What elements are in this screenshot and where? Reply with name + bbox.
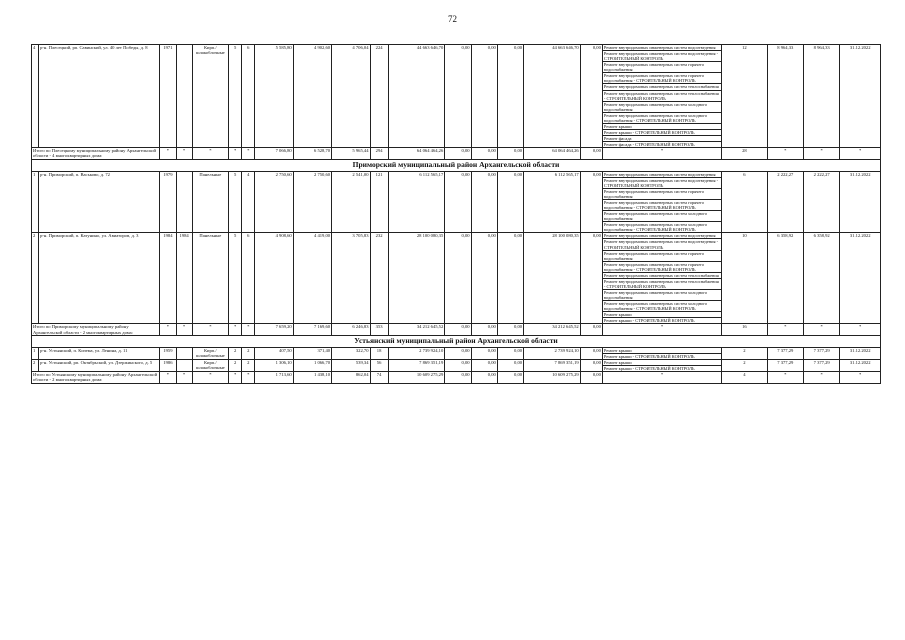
cost-regional: 0,00	[471, 233, 497, 324]
table-row	[32, 171, 881, 177]
wall-material: Кирп./ шлакоблочные	[192, 347, 228, 359]
house-address: р-н. Приморский, п. Катунино, ул. Авиаторов, д. 3	[39, 233, 160, 324]
area-residential: 6 246,83	[332, 324, 370, 336]
limit-cost: 7 377,29	[804, 360, 840, 372]
entrances: 2	[242, 347, 255, 359]
deadline: 31.12.2022	[840, 347, 881, 359]
cost-regional: 0,00	[471, 372, 497, 384]
cost-total: 64 064 464,26	[388, 148, 445, 160]
total-label: Итого по Приморскому муниципальному району Архангельской области - 2 многоквартирных дома:	[32, 324, 160, 336]
specific-cost: 7 377,29	[767, 360, 803, 372]
star-cell: *	[176, 372, 192, 384]
year-reconstruction	[176, 347, 192, 359]
limit-cost: 2 222,27	[804, 171, 840, 233]
star-cell: *	[840, 324, 881, 336]
year-reconstruction	[176, 45, 192, 148]
cost-other: 0,00	[580, 45, 602, 148]
cost-total: 34 212 645,52	[388, 324, 445, 336]
work-item: Ремонт внутридомовых инженерных систем теплоснабжения - СТРОИТЕЛЬНЫЙ КОНТРОЛЬ	[602, 278, 721, 289]
residents: 18	[370, 347, 388, 359]
area-premises: 1 066,70	[293, 360, 331, 372]
cost-owners: 44 663 646,70	[524, 45, 581, 148]
residents: 224	[370, 45, 388, 148]
cost-fund: 0,00	[445, 360, 471, 372]
limit-cost: 6 358,92	[804, 233, 840, 324]
district-total-row	[32, 324, 881, 336]
cost-owners: 6 112 565,17	[524, 171, 581, 233]
cost-total: 28 100 080,35	[388, 233, 445, 324]
floors: 2	[229, 360, 242, 372]
star-cell: *	[804, 324, 840, 336]
total-label: Итого по Устьянскому муниципальному району Архангельской области - 2 многоквартирных дома:	[32, 372, 160, 384]
area-residential: 539,34	[332, 360, 370, 372]
star-cell: *	[242, 372, 255, 384]
work-item: Ремонт крыши	[602, 312, 721, 318]
area-premises: 4 902,60	[293, 45, 331, 148]
work-item: Ремонт внутридомовых инженерных систем теплоснабжения	[602, 272, 721, 278]
work-item: Ремонт внутридомовых инженерных систем холодного водоснабжения	[602, 101, 721, 112]
floors: 5	[229, 171, 242, 233]
cost-fund: 0,00	[445, 347, 471, 359]
cost-other: 0,00	[580, 347, 602, 359]
cost-owners: 2 739 924,10	[524, 347, 581, 359]
limit-cost: 8 964,33	[804, 45, 840, 148]
work-item: Ремонт внутридомовых инженерных систем горячего водоснабжения	[602, 188, 721, 199]
area-residential: 862,04	[332, 372, 370, 384]
deadline: 31.12.2022	[840, 233, 881, 324]
floors: 5	[229, 45, 242, 148]
cost-local: 0,00	[497, 171, 523, 233]
work-item: Ремонт внутридомовых инженерных систем горячего водоснабжения - СТРОИТЕЛЬНЫЙ КОНТРОЛЬ	[602, 200, 721, 211]
work-item: Ремонт крыши	[602, 347, 721, 353]
star-cell: *	[602, 372, 721, 384]
cost-other: 0,00	[580, 148, 602, 160]
house-no: 4	[32, 45, 39, 148]
specific-cost: 2 222,27	[767, 171, 803, 233]
work-item: Ремонт внутридомовых инженерных систем водоотведения - СТРОИТЕЛЬНЫЙ КОНТРОЛЬ	[602, 239, 721, 250]
work-count: 28	[722, 148, 767, 160]
deadline: 31.12.2022	[840, 45, 881, 148]
cost-other: 0,00	[580, 233, 602, 324]
specific-cost: 8 964,33	[767, 45, 803, 148]
cost-fund: 0,00	[445, 233, 471, 324]
entrances: 6	[242, 45, 255, 148]
cost-local: 0,00	[497, 324, 523, 336]
area-residential: 3 705,83	[332, 233, 370, 324]
limit-cost: 7 377,29	[804, 347, 840, 359]
cost-local: 0,00	[497, 347, 523, 359]
district-title: Устьянский муниципальный район Архангельской области	[32, 335, 881, 347]
star-cell: *	[160, 372, 176, 384]
table-row	[32, 233, 881, 239]
cost-regional: 0,00	[471, 171, 497, 233]
work-item: Ремонт внутридомовых инженерных систем холодного водоснабжения - СТРОИТЕЛЬНЫЙ КОНТРОЛЬ	[602, 112, 721, 123]
work-item: Ремонт крыши - СТРОИТЕЛЬНЫЙ КОНТРОЛЬ	[602, 354, 721, 360]
cost-fund: 0,00	[445, 372, 471, 384]
cost-owners: 7 869 351,19	[524, 360, 581, 372]
work-item: Ремонт внутридомовых инженерных систем водоотведения	[602, 233, 721, 239]
area-premises: 2 750,60	[293, 171, 331, 233]
cost-total: 6 112 565,17	[388, 171, 445, 233]
star-cell: *	[176, 324, 192, 336]
work-item: Ремонт внутридомовых инженерных систем водоотведения	[602, 171, 721, 177]
year-built: 1971	[160, 45, 176, 148]
star-cell: *	[229, 324, 242, 336]
cost-regional: 0,00	[471, 347, 497, 359]
work-count: 12	[722, 45, 767, 148]
cost-other: 0,00	[580, 171, 602, 233]
year-built: 1984	[160, 233, 176, 324]
work-count: 2	[722, 360, 767, 372]
district-total-row	[32, 372, 881, 384]
cost-regional: 0,00	[471, 45, 497, 148]
star-cell: *	[767, 148, 803, 160]
residents: 74	[370, 372, 388, 384]
wall-material: Кирп./ шлакоблочные	[192, 45, 228, 148]
area-premises: 1 438,10	[293, 372, 331, 384]
cost-fund: 0,00	[445, 171, 471, 233]
floors: 5	[229, 233, 242, 324]
work-item: Ремонт внутридомовых инженерных систем горячего водоснабжения - СТРОИТЕЛЬНЫЙ КОНТРОЛЬ	[602, 261, 721, 272]
total-area: 407,50	[255, 347, 293, 359]
star-cell: *	[840, 372, 881, 384]
cost-other: 0,00	[580, 372, 602, 384]
year-reconstruction	[176, 360, 192, 372]
district-header-row	[32, 335, 881, 347]
area-residential: 5 965,44	[332, 148, 370, 160]
total-area: 5 585,80	[255, 45, 293, 148]
year-built: 1979	[160, 171, 176, 233]
table-row	[32, 347, 881, 353]
house-no: 2	[32, 233, 39, 324]
star-cell: *	[192, 148, 228, 160]
house-no: 1	[32, 171, 39, 233]
district-header-row	[32, 159, 881, 171]
cost-total: 2 739 924,10	[388, 347, 445, 359]
area-premises: 6 528,70	[293, 148, 331, 160]
district-total-row	[32, 148, 881, 160]
district-title: Приморский муниципальный район Архангельской области	[32, 159, 881, 171]
residents: 56	[370, 360, 388, 372]
star-cell: *	[192, 372, 228, 384]
cost-total: 7 869 351,19	[388, 360, 445, 372]
area-residential: 2 541,00	[332, 171, 370, 233]
work-item: Ремонт внутридомовых инженерных систем теплоснабжения - СТРОИТЕЛЬНЫЙ КОНТРОЛЬ	[602, 90, 721, 101]
star-cell: *	[602, 148, 721, 160]
work-item: Ремонт внутридомовых инженерных систем холодного водоснабжения	[602, 211, 721, 222]
star-cell: *	[229, 372, 242, 384]
work-item: Ремонт внутридомовых инженерных систем холодного водоснабжения - СТРОИТЕЛЬНЫЙ КОНТРОЛЬ	[602, 222, 721, 233]
deadline: 31.12.2022	[840, 171, 881, 233]
star-cell: *	[767, 324, 803, 336]
star-cell: *	[767, 372, 803, 384]
house-address: р-н. Устьянский, рп. Октябрьский, ул. Дзержинского, д. 5	[39, 360, 160, 372]
work-item: Ремонт внутридомовых инженерных систем горячего водоснабжения - СТРОИТЕЛЬНЫЙ КОНТРОЛЬ	[602, 73, 721, 84]
work-item: Ремонт крыши	[602, 360, 721, 366]
house-no: 1	[32, 347, 39, 359]
work-item: Ремонт внутридомовых инженерных систем холодного водоснабжения	[602, 290, 721, 301]
cost-owners: 34 212 645,52	[524, 324, 581, 336]
cost-owners: 28 100 080,35	[524, 233, 581, 324]
star-cell: *	[602, 324, 721, 336]
work-item: Ремонт внутридомовых инженерных систем водоотведения - СТРОИТЕЛЬНЫЙ КОНТРОЛЬ	[602, 177, 721, 188]
specific-cost: 7 377,29	[767, 347, 803, 359]
work-count: 10	[722, 233, 767, 324]
house-no: 2	[32, 360, 39, 372]
cost-total: 44 663 646,70	[388, 45, 445, 148]
specific-cost: 6 358,92	[767, 233, 803, 324]
star-cell: *	[242, 324, 255, 336]
cost-regional: 0,00	[471, 360, 497, 372]
work-item: Ремонт внутридомовых инженерных систем холодного водоснабжения - СТРОИТЕЛЬНЫЙ КОНТРОЛЬ	[602, 301, 721, 312]
table-row	[32, 45, 881, 51]
work-item: Ремонт внутридомовых инженерных систем водоотведения - СТРОИТЕЛЬНЫЙ КОНТРОЛЬ	[602, 51, 721, 62]
cost-fund: 0,00	[445, 148, 471, 160]
total-area: 7 066,80	[255, 148, 293, 160]
work-item: Ремонт крыши	[602, 123, 721, 129]
cost-local: 0,00	[497, 372, 523, 384]
year-built: 1986	[160, 360, 176, 372]
star-cell: *	[804, 148, 840, 160]
residents: 121	[370, 171, 388, 233]
cost-fund: 0,00	[445, 45, 471, 148]
work-count: 16	[722, 324, 767, 336]
residents: 353	[370, 324, 388, 336]
year-reconstruction	[176, 171, 192, 233]
star-cell: *	[804, 372, 840, 384]
overhaul-register-table	[31, 44, 881, 384]
cost-owners: 64 064 464,26	[524, 148, 581, 160]
entrances: 2	[242, 360, 255, 372]
work-item: Ремонт крыши - СТРОИТЕЛЬНЫЙ КОНТРОЛЬ	[602, 129, 721, 135]
work-item: Ремонт фасада - СТРОИТЕЛЬНЫЙ КОНТРОЛЬ	[602, 142, 721, 148]
cost-local: 0,00	[497, 45, 523, 148]
total-area: 1 713,60	[255, 372, 293, 384]
star-cell: *	[242, 148, 255, 160]
wall-material: Панельные	[192, 233, 228, 324]
cost-local: 0,00	[497, 233, 523, 324]
wall-material: Кирп./ шлакоблочные	[192, 360, 228, 372]
area-residential: 4 706,04	[332, 45, 370, 148]
area-premises: 7 169,60	[293, 324, 331, 336]
total-label: Итого по Плесецкому муниципальному району Архангельской области - 4 многоквартирных дома:	[32, 148, 160, 160]
area-residential: 322,70	[332, 347, 370, 359]
page-number: 72	[448, 14, 457, 24]
cost-other: 0,00	[580, 324, 602, 336]
work-item: Ремонт внутридомовых инженерных систем теплоснабжения	[602, 84, 721, 90]
work-item: Ремонт крыши - СТРОИТЕЛЬНЫЙ КОНТРОЛЬ	[602, 318, 721, 324]
total-area: 4 908,60	[255, 233, 293, 324]
floors: 2	[229, 347, 242, 359]
wall-material: Панельные	[192, 171, 228, 233]
work-item: Ремонт внутридомовых инженерных систем водоотведения	[602, 45, 721, 51]
entrances: 6	[242, 233, 255, 324]
total-area: 7 659,20	[255, 324, 293, 336]
total-area: 2 750,60	[255, 171, 293, 233]
work-count: 4	[722, 372, 767, 384]
area-premises: 371,40	[293, 347, 331, 359]
star-cell: *	[840, 148, 881, 160]
house-address: р-н. Приморский, п. Васьково, д. 72	[39, 171, 160, 233]
house-address: р-н. Плесецкий, рп. Савинский, ул. 40 лет Победы, д. 8	[39, 45, 160, 148]
year-reconstruction: 1984	[176, 233, 192, 324]
work-item: Ремонт внутридомовых инженерных систем горячего водоснабжения	[602, 250, 721, 261]
cost-fund: 0,00	[445, 324, 471, 336]
cost-local: 0,00	[497, 148, 523, 160]
star-cell: *	[160, 148, 176, 160]
work-count: 2	[722, 347, 767, 359]
cost-total: 10 609 275,29	[388, 372, 445, 384]
total-area: 1 306,10	[255, 360, 293, 372]
cost-regional: 0,00	[471, 324, 497, 336]
cost-other: 0,00	[580, 360, 602, 372]
cost-regional: 0,00	[471, 148, 497, 160]
table-row	[32, 360, 881, 366]
entrances: 4	[242, 171, 255, 233]
house-address: р-н. Устьянский, п. Кизема, ул. Ленина, д. 11	[39, 347, 160, 359]
work-item: Ремонт внутридомовых инженерных систем горячего водоснабжения	[602, 62, 721, 73]
star-cell: *	[192, 324, 228, 336]
star-cell: *	[176, 148, 192, 160]
cost-local: 0,00	[497, 360, 523, 372]
cost-owners: 10 609 275,29	[524, 372, 581, 384]
star-cell: *	[229, 148, 242, 160]
deadline: 31.12.2022	[840, 360, 881, 372]
area-premises: 4 419,00	[293, 233, 331, 324]
residents: 294	[370, 148, 388, 160]
work-item: Ремонт крыши - СТРОИТЕЛЬНЫЙ КОНТРОЛЬ	[602, 366, 721, 372]
year-built: 1959	[160, 347, 176, 359]
work-count: 6	[722, 171, 767, 233]
work-item: Ремонт фасада	[602, 136, 721, 142]
residents: 232	[370, 233, 388, 324]
star-cell: *	[160, 324, 176, 336]
